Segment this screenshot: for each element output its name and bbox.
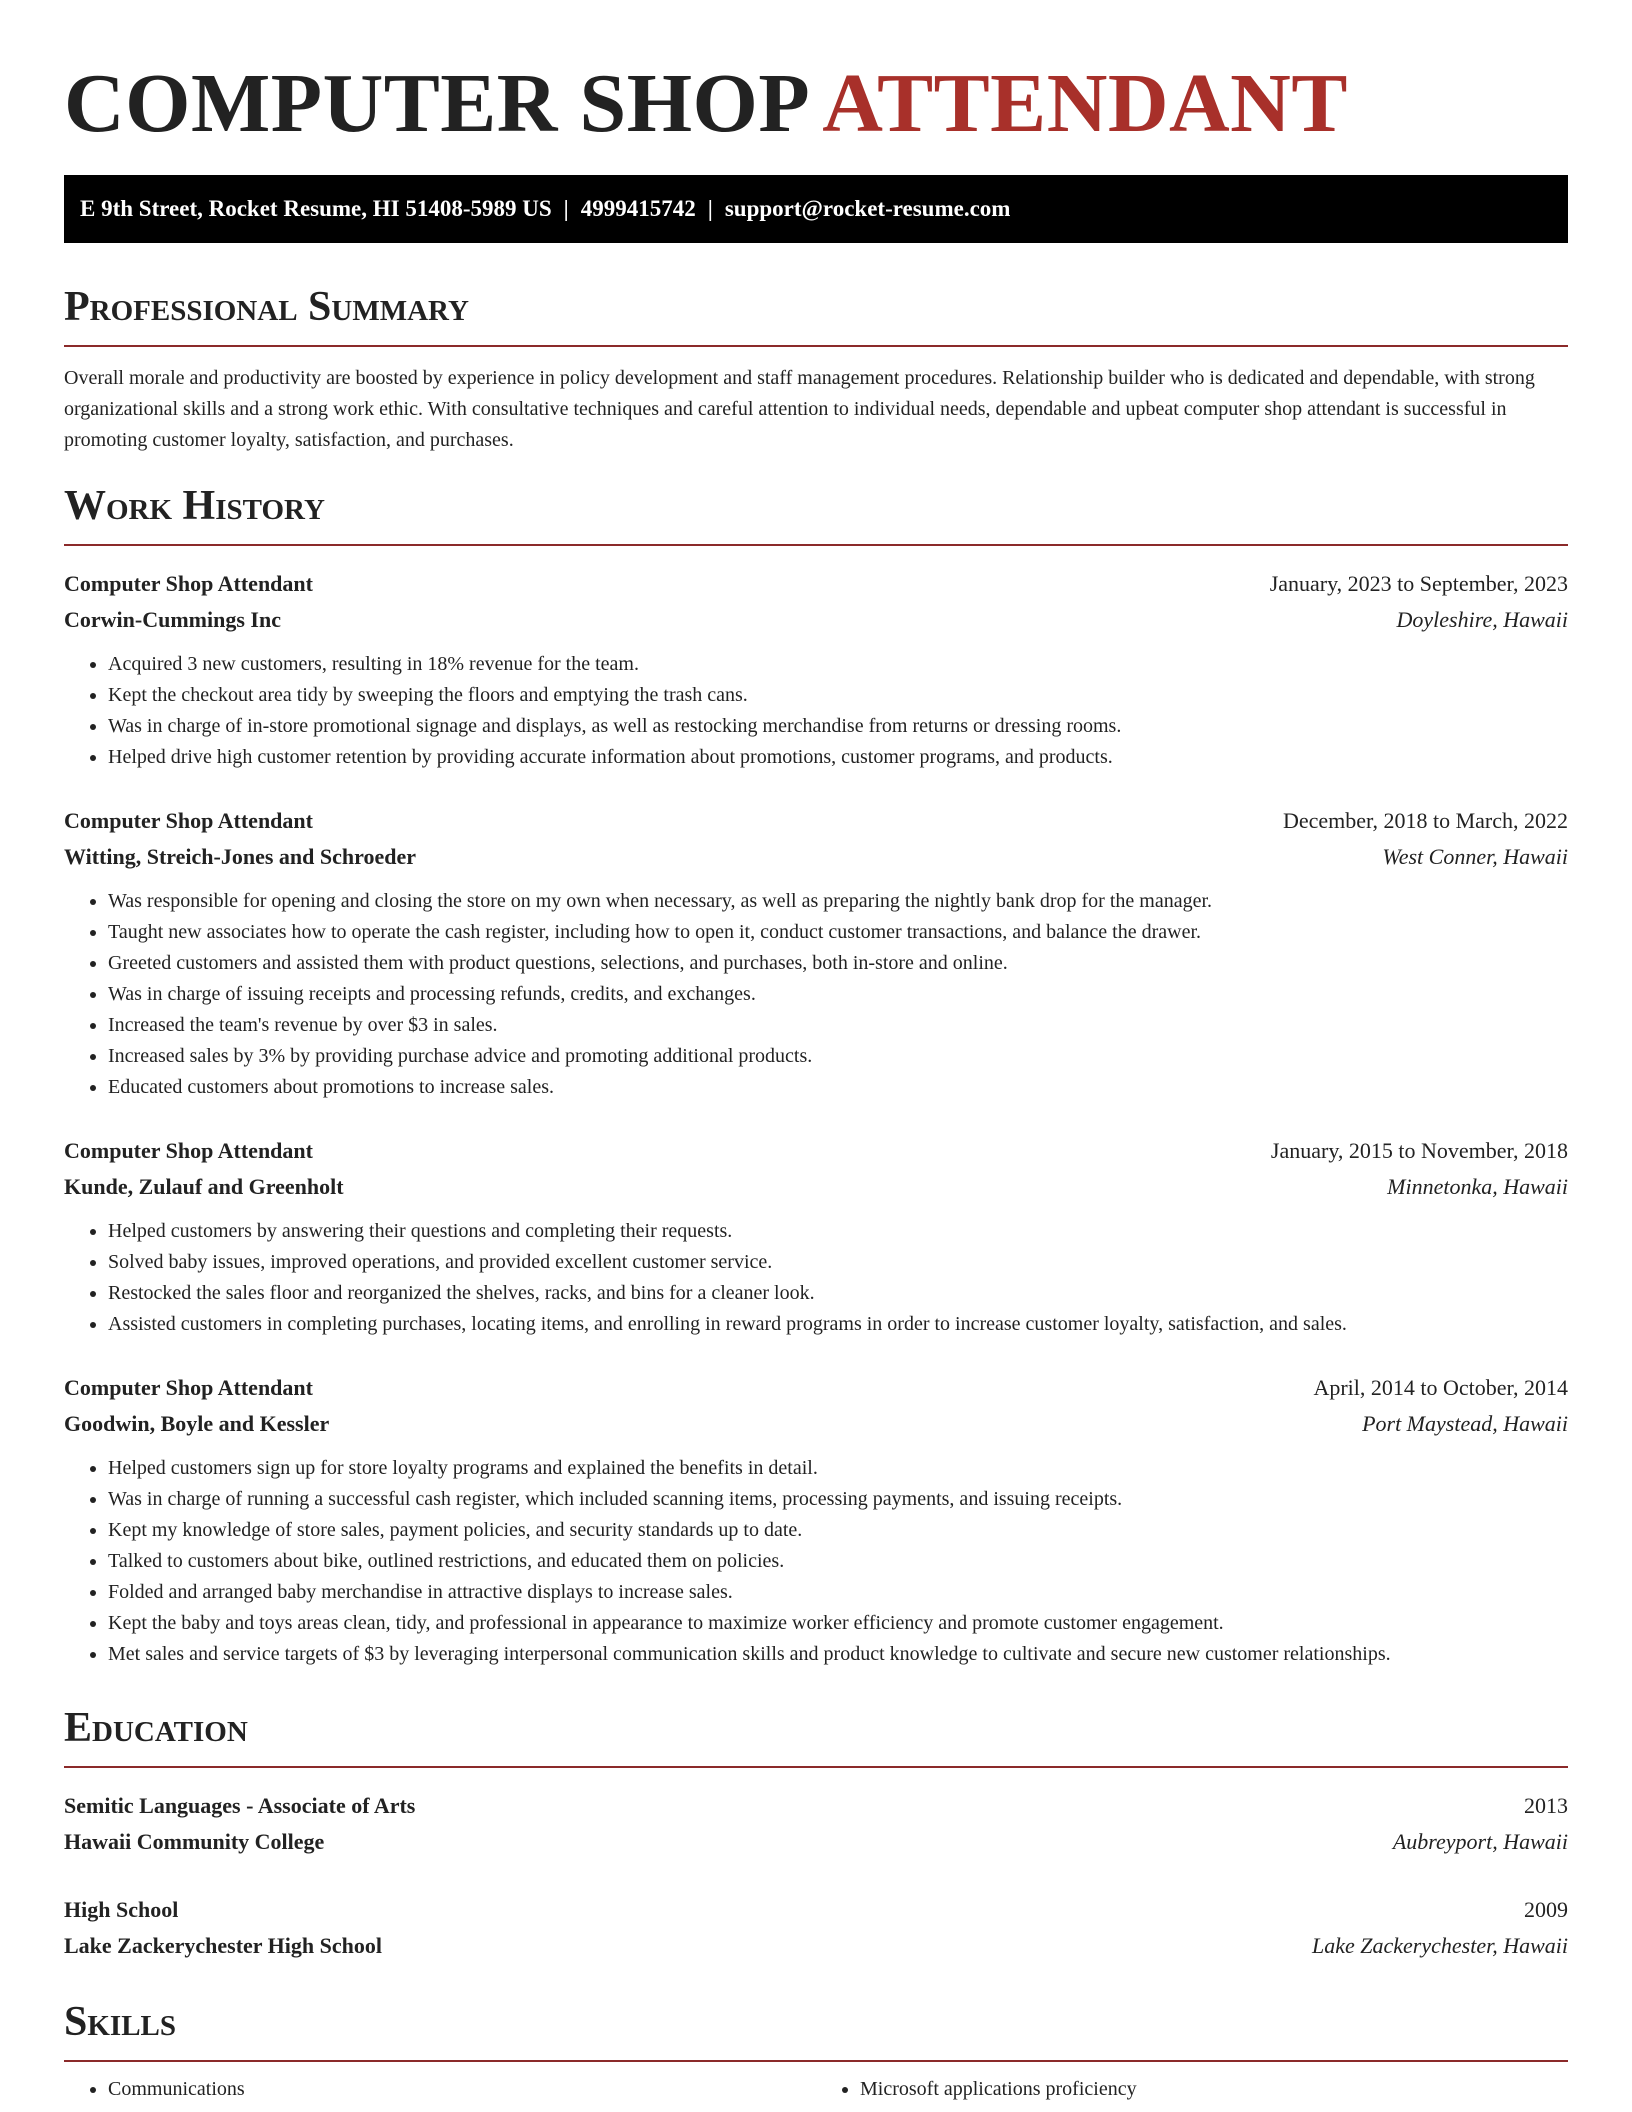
job-bullets: [64, 1216, 1568, 1340]
job-location: Port Maystead, Hawaii: [1362, 1411, 1568, 1436]
contact-phone: 4999415742: [580, 196, 696, 221]
list-item: • Met sales and service targets of $3 by leveraging interpersonal communication skills and product knowledge to cultivate and secure new customer relationships.: [108, 1639, 1568, 1670]
job-entry: [64, 1370, 1568, 1670]
list-item: • Assisted customers in completing purchases, locating items, and enrolling in reward programs in order to increase customer loyalty, satisfaction, and sales.: [108, 1309, 1568, 1340]
section-divider: [64, 544, 1568, 546]
job-dates: January, 2015 to November, 2018: [1270, 1138, 1568, 1163]
skills-grid: [64, 2074, 1568, 2105]
job-dates: December, 2018 to March, 2022: [1282, 808, 1568, 833]
section-education: [64, 1700, 1568, 1964]
list-item: • Folded and arranged baby merchandise in attractive displays to increase sales.: [108, 1577, 1568, 1608]
job-entry: [64, 1133, 1568, 1340]
job-title: Computer Shop Attendant: [64, 808, 313, 833]
list-item: • Increased the team's revenue by over $3 in sales.: [108, 1010, 1568, 1041]
job-title: Computer Shop Attendant: [64, 571, 313, 596]
job-bullets: [64, 649, 1568, 773]
job-title: Computer Shop Attendant: [64, 1138, 313, 1163]
list-item: • Educated customers about promotions to increase sales.: [108, 1072, 1568, 1103]
list-item: • Was responsible for opening and closing the store on my own when necessary, as well as preparing the nightly bank drop for the manager.: [108, 886, 1568, 917]
job-dates: January, 2023 to September, 2023: [1269, 571, 1568, 596]
list-item: • Was in charge of issuing receipts and processing refunds, credits, and exchanges.: [108, 979, 1568, 1010]
contact-email: support@rocket-resume.com: [724, 196, 1011, 221]
section-heading: Skills: [64, 1999, 177, 2045]
education-location: Aubreyport, Hawaii: [1392, 1829, 1568, 1854]
list-item: • Solved baby issues, improved operations, and provided excellent customer service.: [108, 1247, 1568, 1278]
section-divider: [64, 345, 1568, 347]
section-skills: [64, 1994, 1568, 2105]
education-entry: [64, 1788, 1568, 1860]
education-school: Hawaii Community College: [64, 1829, 325, 1854]
job-location: West Conner, Hawaii: [1382, 844, 1568, 869]
job-company: Witting, Streich-Jones and Schroeder: [64, 844, 417, 869]
job-company: Goodwin, Boyle and Kessler: [64, 1411, 330, 1436]
list-item: • Kept the checkout area tidy by sweeping the floors and emptying the trash cans.: [108, 680, 1568, 711]
list-item: • Kept my knowledge of store sales, payment policies, and security standards up to date.: [108, 1515, 1568, 1546]
job-bullets: [64, 1453, 1568, 1670]
list-item: • Kept the baby and toys areas clean, tidy, and professional in appearance to maximize worker efficiency and promote customer engagement.: [108, 1608, 1568, 1639]
education-location: Lake Zackerychester, Hawaii: [1312, 1933, 1568, 1958]
summary-text: Overall morale and productivity are boosted by experience in policy development and staff management procedures. Relationship builder who is dedicated and dependable, with strong organizational skills and a strong work ethic. With consultative techniques and careful attention to individual needs, dependable and upbeat computer shop attendant is successful in promoting customer loyalty, satisfaction, and purchases.: [64, 367, 1535, 451]
list-item: • Greeted customers and assisted them with product questions, selections, and purchases, both in-store and online.: [108, 948, 1568, 979]
skills-column-right: [816, 2074, 1568, 2105]
contact-address: E 9th Street, Rocket Resume, HI 51408-5989 US: [80, 196, 552, 221]
list-item: • Taught new associates how to operate the cash register, including how to open it, conduct customer transactions, and balance the drawer.: [108, 917, 1568, 948]
contact-bar: [64, 175, 1568, 243]
job-title: Computer Shop Attendant: [64, 1375, 313, 1400]
education-entry: [64, 1892, 1568, 1964]
section-divider: [64, 2060, 1568, 2062]
list-item: • Restocked the sales floor and reorganized the shelves, racks, and bins for a cleaner look.: [108, 1278, 1568, 1309]
job-location: Doyleshire, Hawaii: [1396, 607, 1568, 632]
list-item: • Helped customers by answering their questions and completing their requests.: [108, 1216, 1568, 1247]
education-degree: Semitic Languages - Associate of Arts: [64, 1793, 416, 1818]
title-part-1: COMPUTER SHOP: [64, 57, 811, 150]
section-divider: [64, 1766, 1568, 1768]
job-company: Corwin-Cummings Inc: [64, 607, 281, 632]
education-degree: High School: [64, 1897, 179, 1922]
job-entry: [64, 566, 1568, 773]
skill-item: • Communications: [108, 2074, 816, 2105]
skills-column-left: [64, 2074, 816, 2105]
list-item: • Was in charge of running a successful cash register, which included scanning items, processing payments, and issuing receipts.: [108, 1484, 1568, 1515]
list-item: • Helped drive high customer retention by providing accurate information about promotions, customer programs, and products.: [108, 742, 1568, 773]
section-work-history: [64, 478, 1568, 1670]
job-company: Kunde, Zulauf and Greenholt: [64, 1174, 344, 1199]
list-item: • Acquired 3 new customers, resulting in 18% revenue for the team.: [108, 649, 1568, 680]
list-item: • Helped customers sign up for store loyalty programs and explained the benefits in detail.: [108, 1453, 1568, 1484]
job-entry: [64, 803, 1568, 1103]
job-dates: April, 2014 to October, 2014: [1313, 1375, 1568, 1400]
list-item: • Was in charge of in-store promotional signage and displays, as well as restocking merchandise from returns or dressing rooms.: [108, 711, 1568, 742]
section-professional-summary: [64, 279, 1568, 456]
title-part-2: ATTENDANT: [822, 57, 1348, 150]
education-year: 2013: [1524, 1793, 1568, 1818]
job-bullets: [64, 886, 1568, 1103]
contact-separator: |: [563, 196, 569, 221]
resume-title: [64, 0, 1568, 152]
contact-separator: |: [707, 196, 713, 221]
job-location: Minnetonka, Hawaii: [1387, 1174, 1568, 1199]
section-heading: Professional Summary: [64, 284, 469, 330]
education-year: 2009: [1524, 1897, 1568, 1922]
list-item: • Talked to customers about bike, outlined restrictions, and educated them on policies.: [108, 1546, 1568, 1577]
skill-item: • Microsoft applications proficiency: [860, 2074, 1568, 2105]
section-heading: Education: [64, 1705, 248, 1751]
list-item: • Increased sales by 3% by providing purchase advice and promoting additional products.: [108, 1041, 1568, 1072]
section-heading: Work History: [64, 483, 325, 529]
education-school: Lake Zackerychester High School: [64, 1933, 382, 1958]
